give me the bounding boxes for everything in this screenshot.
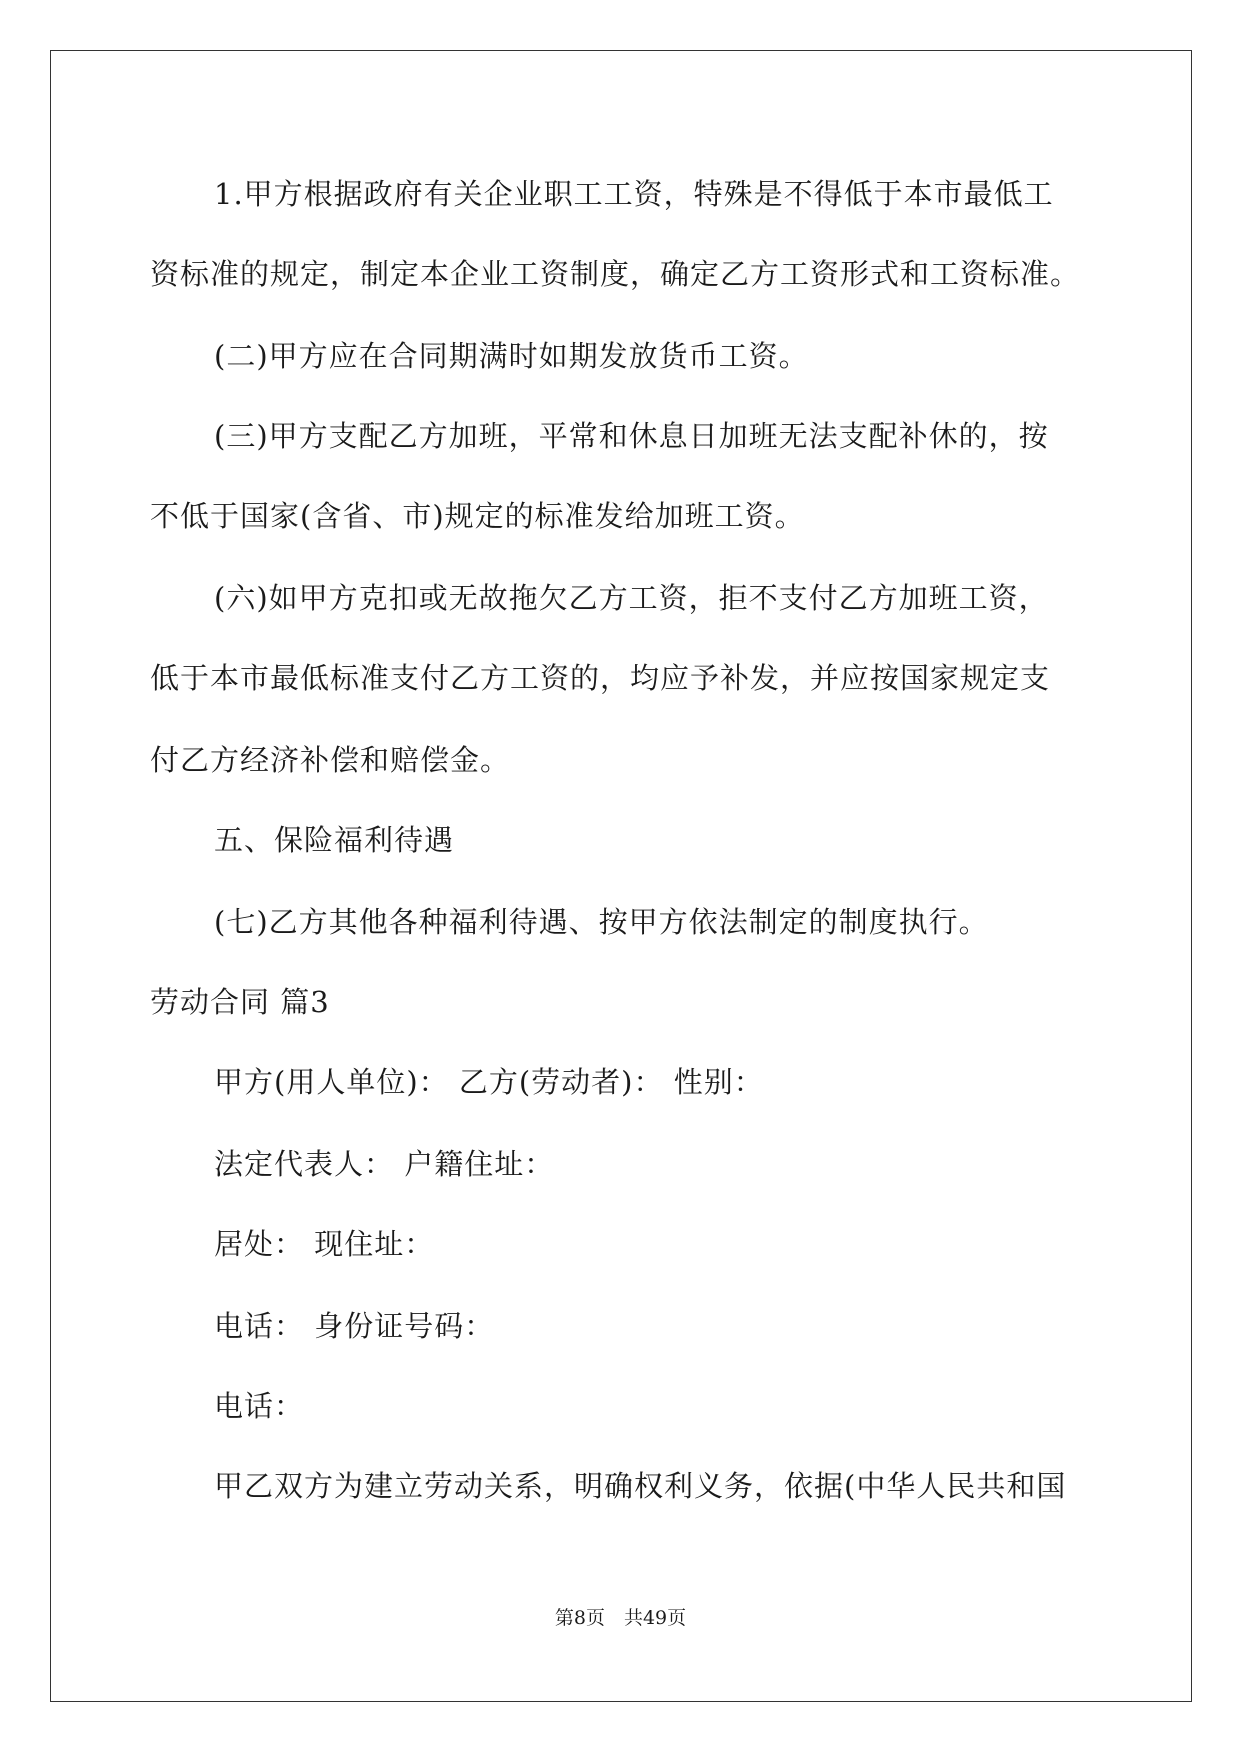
paragraph-line: 低于本市最低标准支付乙方工资的，均应予补发，并应按国家规定支 — [150, 661, 1051, 695]
paragraph-line: 甲乙双方为建立劳动关系，明确权利义务，依据(中华人民共和国 — [214, 1469, 1067, 1503]
form-field-line: 居处： 现住址： — [214, 1227, 435, 1261]
paragraph-line: (二)甲方应在合同期满时如期发放货币工资。 — [214, 339, 809, 373]
paragraph-line: (六)如甲方克扣或无故拖欠乙方工资，拒不支付乙方加班工资， — [214, 581, 1049, 615]
form-field-line: 电话： 身份证号码： — [214, 1309, 495, 1343]
form-field-line: 甲方(用人单位)： 乙方(劳动者)： 性别： — [214, 1065, 764, 1099]
paragraph-line: 1.甲方根据政府有关企业职工工资，特殊是不得低于本市最低工 — [214, 177, 1054, 211]
form-field-line: 法定代表人： 户籍住址： — [214, 1147, 555, 1181]
paragraph-line: 不低于国家(含省、市)规定的标准发给加班工资。 — [150, 499, 805, 533]
paragraph-line: (三)甲方支配乙方加班，平常和休息日加班无法支配补休的，按 — [214, 419, 1049, 453]
form-field-line: 电话： — [214, 1389, 305, 1423]
paragraph-line: (七)乙方其他各种福利待遇、按甲方依法制定的制度执行。 — [214, 905, 989, 939]
document-title: 劳动合同 篇3 — [150, 985, 330, 1019]
paragraph-line: 资标准的规定，制定本企业工资制度，确定乙方工资形式和工资标准。 — [150, 257, 1081, 291]
section-heading: 五、保险福利待遇 — [214, 823, 455, 857]
page-number: 第8页 共49页 — [554, 1607, 687, 1629]
page-border — [50, 50, 1192, 1702]
paragraph-line: 付乙方经济补偿和赔偿金。 — [150, 743, 511, 777]
